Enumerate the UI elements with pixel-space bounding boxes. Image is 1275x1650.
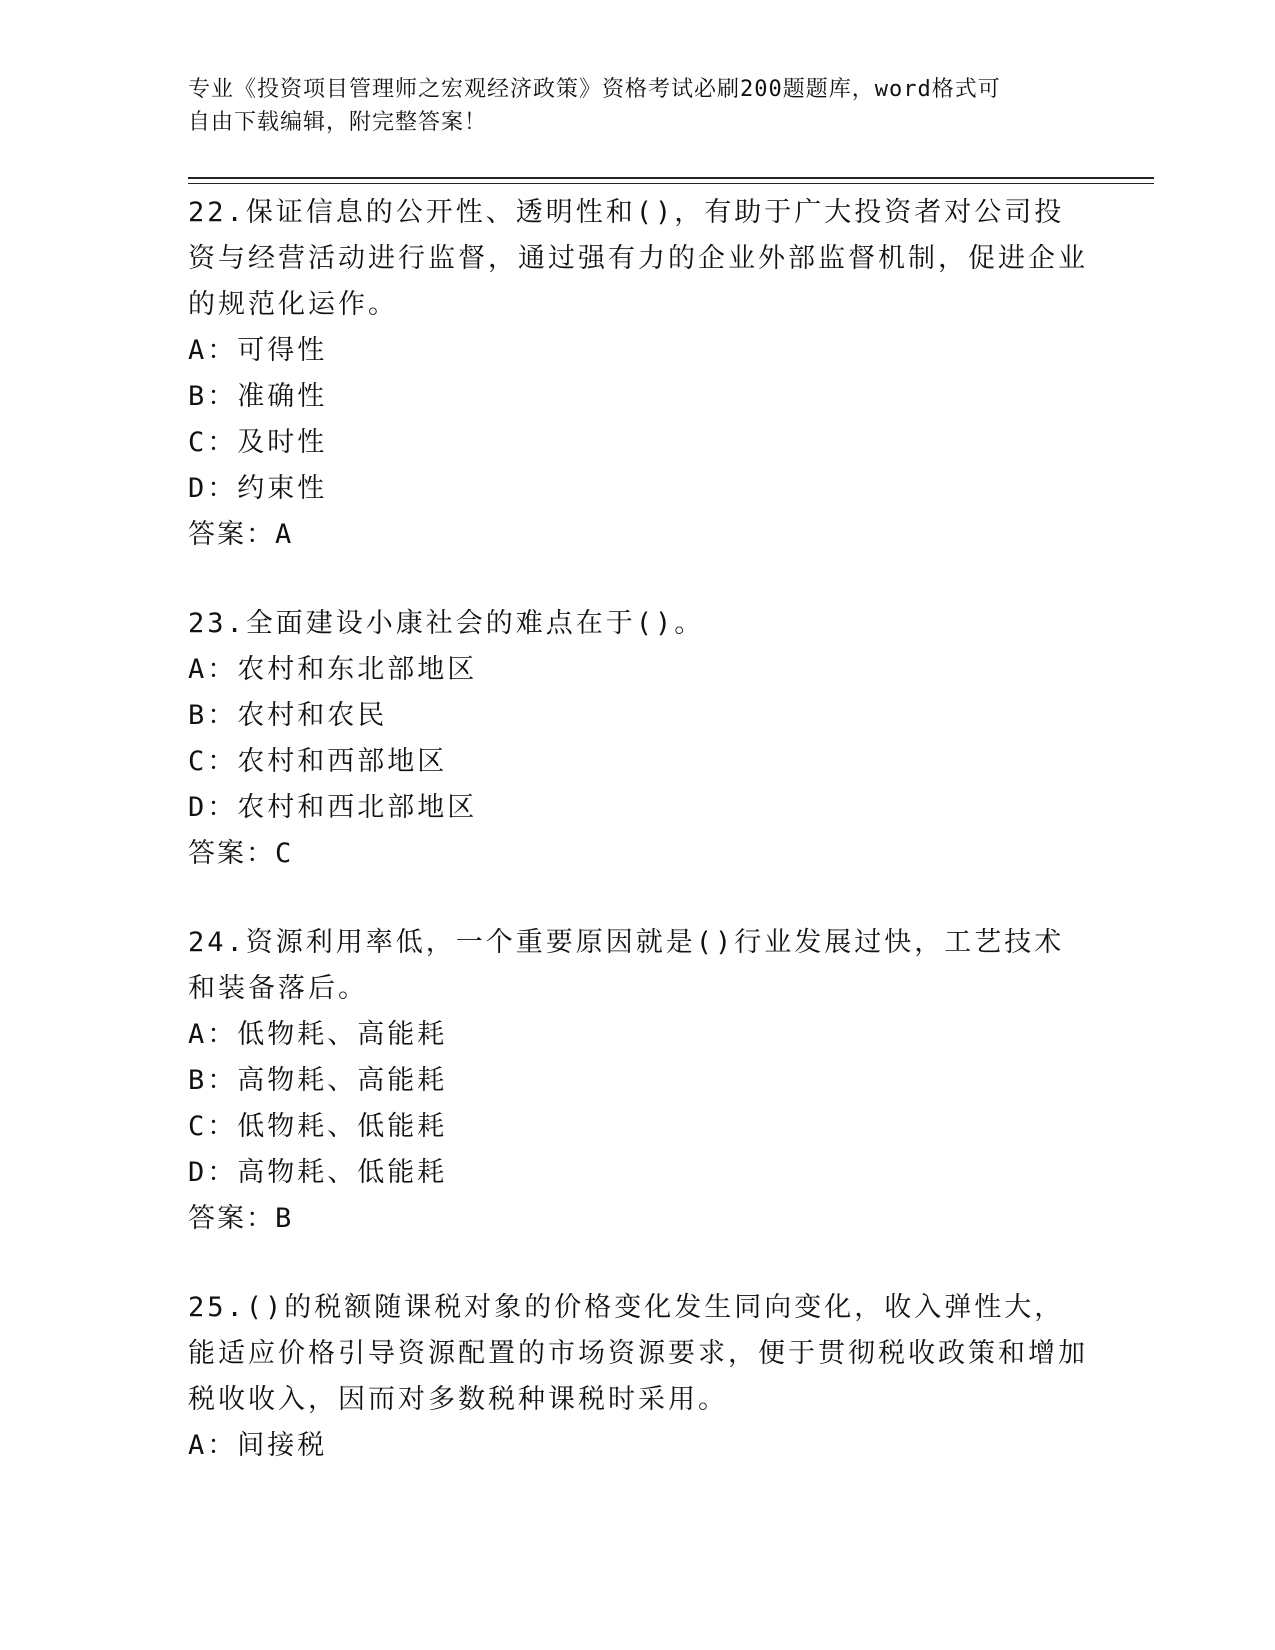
header-line-2: 自由下载编辑，附完整答案！ (188, 110, 488, 135)
option-a: A：可得性 (188, 335, 328, 366)
answer-label: 答案： (188, 838, 275, 869)
question-22 (188, 190, 1088, 558)
header-divider (188, 177, 1154, 179)
option-a: A：间接税 (188, 1430, 328, 1461)
option-a: A：低物耗、高能耗 (188, 1019, 448, 1050)
answer-line (188, 512, 1088, 558)
answer-value: B (275, 1203, 294, 1234)
document-header (188, 73, 1068, 139)
option-c: C：低物耗、低能耗 (188, 1111, 448, 1142)
option-c: C：及时性 (188, 427, 328, 458)
option-d: D：高物耗、低能耗 (188, 1157, 448, 1188)
answer-label: 答案： (188, 1203, 275, 1234)
question-23 (188, 601, 1088, 877)
option-c: C：农村和西部地区 (188, 746, 448, 777)
option-d: D：农村和西北部地区 (188, 792, 478, 823)
answer-value: A (275, 519, 294, 550)
question-stem: 23.全面建设小康社会的难点在于()。 (188, 608, 705, 639)
option-a: A：农村和东北部地区 (188, 654, 478, 685)
option-b: B：准确性 (188, 381, 328, 412)
question-stem: 24.资源利用率低，一个重要原因就是()行业发展过快，工艺技术和装备落后。 (188, 927, 1065, 1004)
option-b: B：高物耗、高能耗 (188, 1065, 448, 1096)
question-24 (188, 920, 1088, 1242)
answer-line (188, 831, 1088, 877)
header-divider-thin (188, 183, 1154, 184)
answer-line (188, 1196, 1088, 1242)
question-stem: 22.保证信息的公开性、透明性和()，有助于广大投资者对公司投资与经营活动进行监督，通过强有力的企业外部监督机制，促进企业的规范化运作。 (188, 197, 1088, 320)
header-line-1: 专业《投资项目管理师之宏观经济政策》资格考试必刷200题题库，word格式可 (188, 77, 1001, 102)
option-d: D：约束性 (188, 473, 328, 504)
question-25 (188, 1285, 1088, 1469)
question-list (188, 190, 1088, 1469)
option-b: B：农村和农民 (188, 700, 388, 731)
answer-label: 答案： (188, 519, 275, 550)
question-stem: 25.()的税额随课税对象的价格变化发生同向变化，收入弹性大，能适应价格引导资源配置的市场资源要求，便于贯彻税收政策和增加税收收入，因而对多数税种课税时采用。 (188, 1292, 1088, 1415)
answer-value: C (275, 838, 294, 869)
